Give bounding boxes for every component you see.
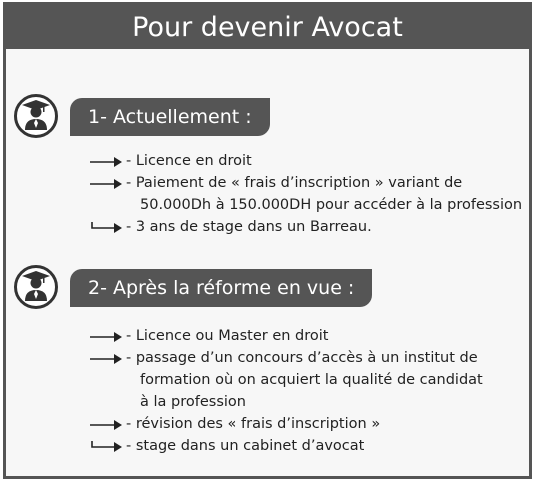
section-heading: 1- Actuellement : bbox=[70, 98, 270, 136]
section-heading: 2- Après la réforme en vue : bbox=[70, 269, 372, 307]
arrow-icon bbox=[90, 178, 122, 190]
reform-requirements-list bbox=[90, 325, 483, 457]
list-item: - révision des « frais d’inscription » bbox=[90, 413, 483, 435]
arrow-icon bbox=[90, 419, 122, 431]
list-item: - Licence en droit bbox=[90, 150, 522, 172]
list-item: - Licence ou Master en droit bbox=[90, 325, 483, 347]
list-item-continuation: à la profession bbox=[140, 394, 246, 410]
list-item: - passage d’un concours d’accès à un institut de bbox=[90, 347, 483, 369]
list-item: - stage dans un cabinet d’avocat bbox=[90, 435, 483, 457]
list-item: - Paiement de « frais d’inscription » variant de bbox=[90, 172, 522, 194]
list-item-continuation: formation où on acquiert la qualité de candidat bbox=[140, 372, 483, 388]
current-requirements-list bbox=[90, 150, 522, 238]
arrow-icon bbox=[90, 353, 122, 365]
arrow-icon bbox=[90, 222, 122, 234]
list-item: - 3 ans de stage dans un Barreau. bbox=[90, 216, 522, 238]
list-item-continuation: 50.000Dh à 150.000DH pour accéder à la profession bbox=[140, 197, 523, 213]
section-header-current bbox=[14, 94, 414, 140]
arrow-icon bbox=[90, 441, 122, 453]
graduate-icon bbox=[14, 94, 58, 138]
arrow-icon bbox=[90, 156, 122, 168]
info-card bbox=[3, 2, 532, 479]
graduate-icon bbox=[14, 265, 58, 309]
card-title: Pour devenir Avocat bbox=[6, 5, 529, 49]
arrow-icon bbox=[90, 331, 122, 343]
section-header-reform bbox=[14, 265, 414, 311]
